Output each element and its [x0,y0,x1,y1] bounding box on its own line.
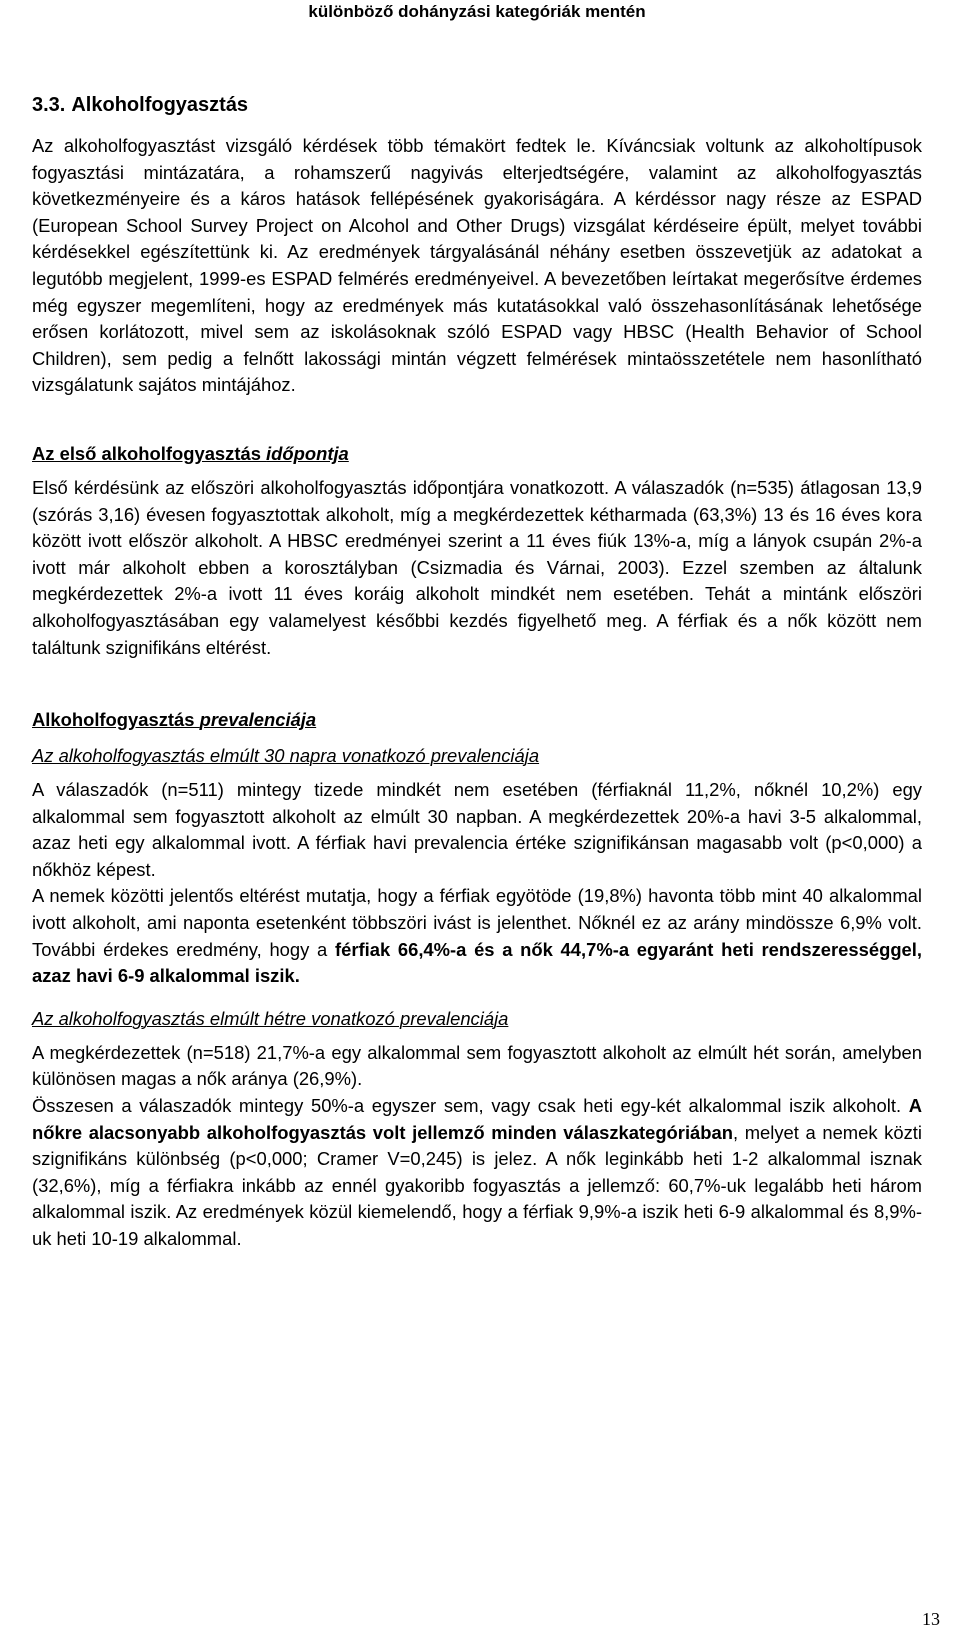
week-paragraph-2-bold: A nőkre alacsonyabb alkoholfogyasztás volt jellemző minden válaszkategóriában [32,1095,922,1143]
month-paragraph-2 [32,883,922,989]
section-number: 3.3. [32,94,66,116]
month-paragraph-2-bold: férfiak 66,4%-a és a nők 44,7%-a egyaránt heti rendszerességgel, azaz havi 6-9 alkalommal iszik. [32,938,923,987]
month-prevalence-heading: Az alkoholfogyasztás elmúlt 30 napra vonatkozó prevalenciája [32,745,540,767]
running-header: különböző dohányzási kategóriák mentén [308,2,646,21]
page-number: 13 [922,1609,940,1629]
month-paragraph-1: A válaszadók (n=511) mintegy tizede mindkét nem esetében (férfiaknál 11,2%, nőknél 10,2%) egy alkalommal sem fogyasztott alkoholt az elmúlt 30 napban. A megkérdezettek 20%-a havi 3-5 alkalommal, azaz heti egy alkalommal ivott. A férfiak havi prevalencia értéke szignifikánsan magasabb volt (p<0,000) a nőkhöz képest. [32,779,922,880]
week-paragraph-2-text-b: , melyet a nemek közti szignifikáns különbség (p<0,000; Cramer V=0,245) is jelez. A nők leginkább heti 1-2 alkalommal isznak (32,6%), míg a férfiakra inkább az ennél gyakoribb fogyasztás a jellemző: 60,7%-uk legalább heti három alkalommal iszik. Az eredmények közül kiemelendő, hogy a férfiak 9,9%-a iszik heti 6-9 alkalommal és 8,9%-uk heti 10-19 alkalommal. [32,1121,922,1249]
intro-paragraph: Az alkoholfogyasztást vizsgáló kérdések több témakört fedtek le. Kíváncsiak voltunk az alkoholtípusok fogyasztási mintázatára, a rohamszerű nagyivás elterjedtségére, valamint az alkoholfogyasztás következményeire és a káros hatások fellépésének gyakoriságára. A kérdéssor nagy része az ESPAD (European School Survey Project on Alcohol and Other Drugs) vizsgálat kérdéseire épült, melyet további kérdésekkel egészítettünk ki. Az eredmények tárgyalásánál néhány esetben összevetjük az adatokat a legutóbb megjelent, 1999-es ESPAD felmérés eredményeivel. A bevezetőben leírtakat megerősítve érdemes még egyszer megemlíteni, hogy az eredmények más kutatásokkal való összehasonlításának lehetősége erősen korlátozott, mivel sem az iskolásoknak szóló ESPAD vagy HBSC (Health Behavior of School Children), sem pedig a felnőtt lakossági mintán végzett felmérések mintaösszetétele nem hasonlítható vizsgálatunk sajátos mintájához. [32,135,922,396]
first-use-heading-italic: időpontja [266,442,349,464]
prevalence-heading [32,707,922,733]
week-paragraph-1: A megkérdezettek (n=518) 21,7%-a egy alkalommal sem fogyasztott alkoholt az elmúlt hét során, amelyben különösen magas a nők aránya (26,9%). [32,1041,922,1090]
prevalence-heading-italic: prevalenciája [199,709,317,731]
first-use-heading [32,441,922,467]
section-title [32,92,922,118]
week-paragraph-2-text-a: Összesen a válaszadók mintegy 50%-a egyszer sem, vagy csak heti egy-két alkalommal iszik alkoholt. [32,1095,909,1117]
prevalence-heading-text: Alkoholfogyasztás [32,709,200,731]
month-paragraph-2-text: A nemek közötti jelentős eltérést mutatja, hogy a férfiak egyötöde (19,8%) havonta több mint 40 alkalommal ivott alkoholt, ami naponta esetenként többszöri ivást is jelenthet. Nőknél ez az arány mindössze 6,9% volt. További érdekes eredmény, hogy a [32,885,922,960]
first-use-paragraph: Első kérdésünk az előszöri alkoholfogyasztás időpontjára vonatkozott. A válaszadók (n=535) átlagosan 13,9 (szórás 3,16) évesen fogyasztottak alkoholt, míg a megkérdezettek kétharmada (63,3%) 13 és 16 éves kora között ivott először alkoholt. A HBSC eredményei szerint a 11 éves fiúk 13%-a, míg a lányok csupán 2%-a ivott már alkoholt ebben a korosztályban (Csizmadia és Várnai, 2003). Ezzel szemben az általunk megkérdezettek 2%-a ivott 11 éves koráig alkoholt mindkét nem esetében. Tehát a mintánk előszöri alkoholfogyasztásában egy valamelyest későbbi kezdés figyelhető meg. A férfiak és a nők között nem találtunk szignifikáns eltérést. [32,476,922,658]
first-use-heading-text: Az első alkoholfogyasztás [32,442,267,464]
week-paragraph-2 [32,1093,922,1253]
week-prevalence-heading: Az alkoholfogyasztás elmúlt hétre vonatkozó prevalenciája [32,1007,509,1029]
section-title-text: Alkoholfogyasztás [71,94,249,116]
